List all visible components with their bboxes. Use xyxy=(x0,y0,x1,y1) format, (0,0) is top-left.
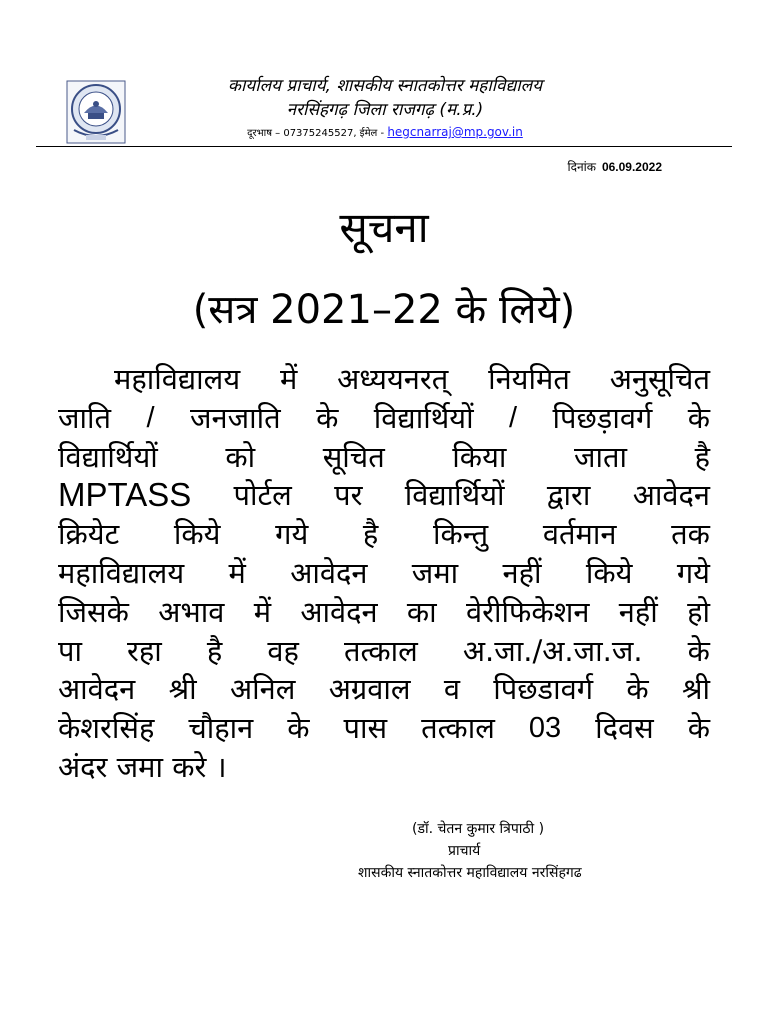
office-name-line: कार्यालय प्राचार्य, शासकीय स्नातकोत्तर महाविद्यालय xyxy=(227,76,543,96)
body-word: किये xyxy=(585,555,633,590)
body-word: में xyxy=(279,362,298,396)
body-word: पर xyxy=(334,478,363,513)
body-word: पास xyxy=(343,711,388,746)
body-word: है xyxy=(206,633,223,668)
office-location-line: नरसिंहगढ़ जिला राजगढ़ (म.प्र.) xyxy=(286,100,484,120)
header-divider xyxy=(36,146,732,147)
body-word: के xyxy=(687,400,710,435)
body-word: के xyxy=(626,672,649,707)
portal-name: MPTASS xyxy=(58,476,192,514)
body-word: किये xyxy=(173,517,221,552)
date-value: 06.09.2022 xyxy=(601,160,662,174)
body-word: व xyxy=(443,672,460,707)
body-word: विद्यार्थियों xyxy=(373,400,474,435)
body-word: चौहान xyxy=(188,711,254,746)
body-word: दिवस xyxy=(595,711,654,746)
body-line-8 xyxy=(58,632,710,671)
date-line xyxy=(567,158,662,175)
body-word: के xyxy=(687,711,710,746)
body-line-2 xyxy=(58,399,710,438)
body-word: हो xyxy=(687,594,710,629)
body-word: महाविद्यालय xyxy=(58,555,185,590)
body-word: आवेदन xyxy=(58,672,136,707)
body-word: अनिल xyxy=(229,672,296,707)
days-count: 03 xyxy=(528,712,562,745)
body-line-5 xyxy=(58,515,710,554)
body-word: तक xyxy=(671,517,710,552)
body-word: विद्यार्थियों xyxy=(404,478,505,513)
contact-line xyxy=(150,125,620,141)
body-line-11: अंदर जमा करे । xyxy=(58,749,227,784)
body-word: अग्रवाल xyxy=(328,672,411,707)
body-word: नियमित xyxy=(488,362,570,396)
body-word: में xyxy=(253,594,272,629)
body-word: महाविद्यालय xyxy=(114,362,241,396)
body-word: वह xyxy=(267,633,299,668)
body-word: है xyxy=(694,439,710,474)
body-word: रहा xyxy=(127,633,162,668)
body-word: जनजाति xyxy=(189,400,281,435)
body-word: आवेदन xyxy=(290,555,368,590)
body-line-6 xyxy=(58,554,710,593)
body-word: / xyxy=(146,401,155,434)
body-word: पोर्टल xyxy=(233,478,292,513)
notice-title: सूचना xyxy=(339,203,429,252)
college-emblem-logo xyxy=(66,80,126,144)
letterhead xyxy=(0,0,768,150)
body-word: पिछड़ावर्ग xyxy=(552,400,653,435)
body-line-10 xyxy=(58,709,710,748)
body-word: तत्काल xyxy=(421,711,495,746)
body-word: तत्काल xyxy=(343,633,418,668)
body-word: पिछडावर्ग xyxy=(493,672,594,707)
notice-subtitle: (सत्र 2021–22 के लिये) xyxy=(192,287,576,333)
body-word: के xyxy=(687,633,710,668)
body-word: किन्तु xyxy=(432,517,489,552)
body-word: को xyxy=(225,439,256,474)
principal-designation: प्राचार्य xyxy=(448,843,481,859)
body-word: अ.जा./अ.जा.ज. xyxy=(462,633,643,668)
body-word: आवेदन xyxy=(300,594,378,629)
institution-name: शासकीय स्नातकोत्तर महाविद्यालय नरसिंहगढ xyxy=(358,865,582,881)
body-line-1 xyxy=(58,360,710,399)
body-word: केशरसिंह xyxy=(58,711,155,746)
email-link[interactable]: hegcnarraj@mp.gov.in xyxy=(387,125,523,139)
body-word: अनुसूचित xyxy=(609,362,710,396)
body-word: / xyxy=(509,401,518,434)
body-word: अध्ययनरत् xyxy=(337,362,449,396)
body-word: के xyxy=(316,400,339,435)
body-word: द्वारा xyxy=(546,478,591,513)
body-line-3 xyxy=(58,438,710,477)
body-word: गये xyxy=(676,555,710,590)
body-word: क्रियेट xyxy=(58,517,120,552)
body-word: गये xyxy=(275,517,309,552)
body-word: के xyxy=(287,711,310,746)
body-line-4 xyxy=(58,476,710,515)
principal-name: (डॉ. चेतन कुमार त्रिपाठी ) xyxy=(412,821,545,837)
body-word: नहीं xyxy=(502,555,542,590)
phone-text: दूरभाष – 07375245527, ईमेल - xyxy=(247,128,388,139)
body-word: किया xyxy=(452,439,507,474)
body-word: जिसके xyxy=(58,594,129,629)
body-word: पा xyxy=(58,633,82,668)
body-word: जमा xyxy=(411,555,459,590)
body-word: जाति xyxy=(58,400,112,435)
body-word: में xyxy=(228,555,246,590)
notice-body xyxy=(58,360,710,787)
body-line-9 xyxy=(58,670,710,709)
body-word: नहीं xyxy=(618,594,658,629)
date-label: दिनांक xyxy=(567,160,596,174)
body-line-7 xyxy=(58,593,710,632)
body-word: आवेदन xyxy=(632,478,710,513)
body-word: विद्यार्थियों xyxy=(58,439,158,474)
signature-block xyxy=(340,818,720,884)
body-word: अभाव xyxy=(158,594,225,629)
body-word: है xyxy=(362,517,379,552)
body-word: वेरीफिकेशन xyxy=(465,594,590,629)
body-word: का xyxy=(406,594,437,629)
body-word: श्री xyxy=(681,672,710,707)
body-word: जाता xyxy=(573,439,628,474)
emblem-icon xyxy=(66,80,126,144)
body-word: सूचित xyxy=(322,439,385,474)
body-word: वर्तमान xyxy=(542,517,617,552)
body-word: श्री xyxy=(168,672,197,707)
